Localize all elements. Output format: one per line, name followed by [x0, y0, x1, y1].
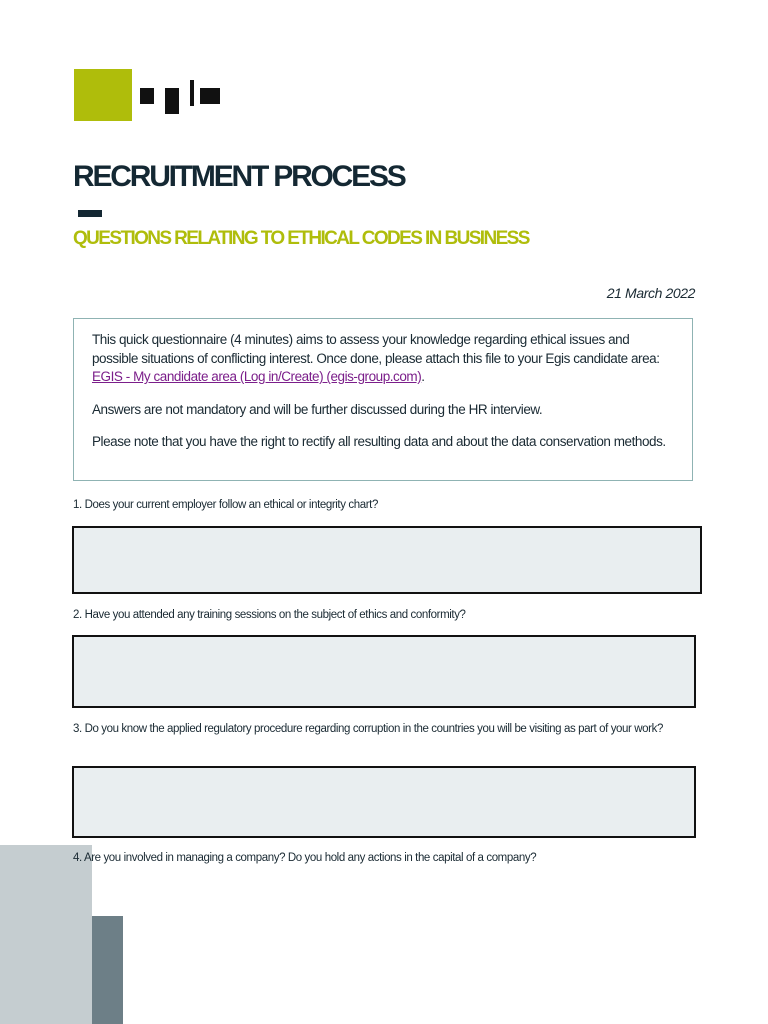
page-title: RECRUITMENT PROCESS [73, 160, 405, 193]
question-2-label: 2. Have you attended any training sessions on the subject of ethics and conformity? [73, 609, 466, 621]
question-3-answer-field[interactable] [72, 766, 696, 838]
logo-wordmark [140, 78, 220, 118]
page-subtitle: QUESTIONS RELATING TO ETHICAL CODES IN BUSINESS [73, 228, 529, 249]
title-divider [78, 210, 102, 217]
candidate-area-link[interactable]: EGIS - My candidate area (Log in/Create) (egis-group.com) [92, 369, 422, 384]
intro-text: This quick questionnaire (4 minutes) aims to assess your knowledge regarding ethical issues and possible situations of conflicting interest. Once done, please attach this file to your Egis candidate area: [92, 332, 660, 366]
question-1-answer-field[interactable] [72, 526, 702, 594]
intro-period: . [421, 369, 425, 384]
question-4-label: 4. Are you involved in managing a company? Do you hold any actions in the capital of a company? [73, 852, 537, 864]
intro-paragraph-2: Answers are not mandatory and will be further discussed during the HR interview. [92, 401, 543, 417]
intro-paragraph-3: Please note that you have the right to rectify all resulting data and about the data conservation methods. [92, 434, 666, 449]
intro-box [73, 318, 693, 481]
logo-mark [74, 69, 132, 121]
corner-decoration-light [0, 845, 92, 1024]
question-1-label: 1. Does your current employer follow an ethical or integrity chart? [73, 499, 378, 511]
question-3-label: 3. Do you know the applied regulatory procedure regarding corruption in the countries you will be visiting as part of your work? [73, 723, 663, 735]
logo-wordmark-graphic [140, 78, 220, 118]
document-date: 21 March 2022 [606, 285, 695, 301]
intro-paragraph-1 [92, 331, 676, 387]
question-2-answer-field[interactable] [72, 635, 696, 708]
